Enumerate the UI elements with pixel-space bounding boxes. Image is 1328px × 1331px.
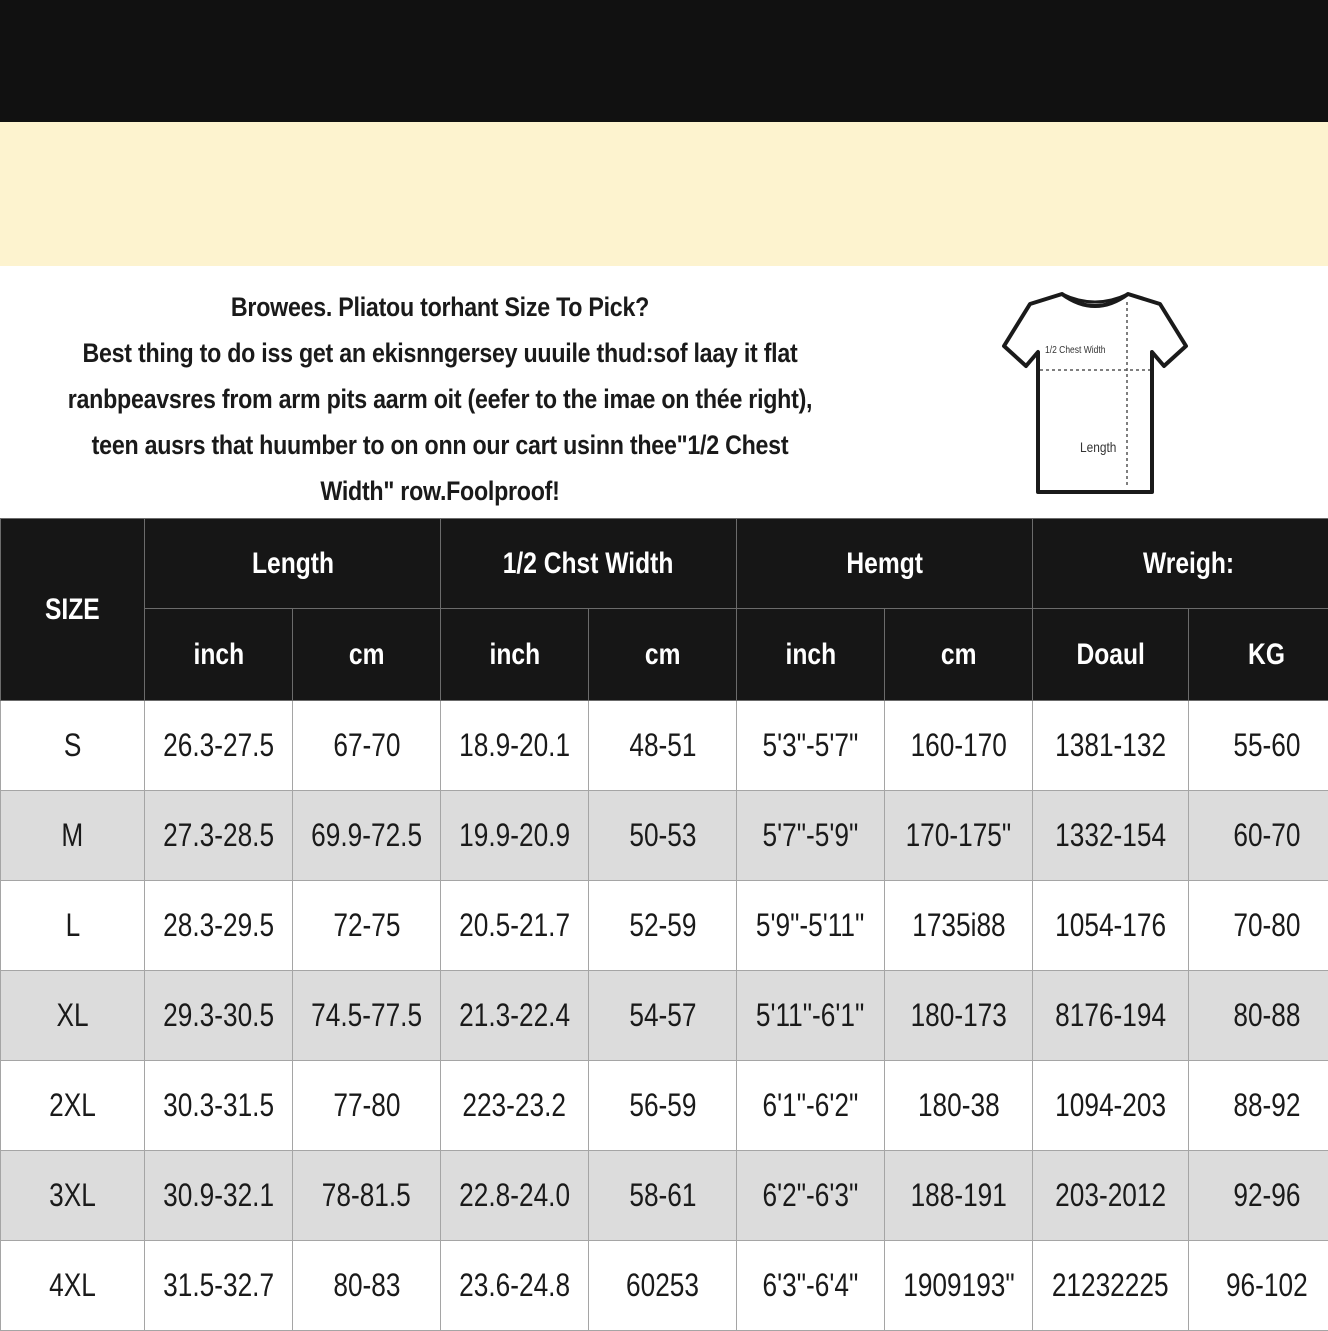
unit-header: KG [1189,609,1328,701]
size-cell: 3XL [1,1151,145,1241]
table-cell: 188-191 [885,1151,1033,1241]
unit-header: inch [737,609,885,701]
table-cell: 92-96 [1189,1151,1328,1241]
size-table [0,518,1328,1331]
size-cell: 4XL [1,1241,145,1331]
table-cell: 160-170 [885,701,1033,791]
group-header-chest-width: 1/2 Chst Width [441,519,737,609]
table-cell: 20.5-21.7 [441,881,589,971]
size-cell: S [1,701,145,791]
table-cell: 27.3-28.5 [145,791,293,881]
table-cell: 1381-132 [1033,701,1189,791]
intro-text [62,284,819,514]
intro-line: teen ausrs that huumber to on onn our cart usinn thee"1/2 Chest [62,422,819,468]
table-cell: 52-59 [589,881,737,971]
table-cell: 60253 [589,1241,737,1331]
table-cell: 30.9-32.1 [145,1151,293,1241]
group-header-weight: Wreigh: [1033,519,1328,609]
table-cell: 58-61 [589,1151,737,1241]
unit-header: inch [145,609,293,701]
table-cell: 80-88 [1189,971,1328,1061]
table-row [1,791,1328,881]
table-cell: 67-70 [293,701,441,791]
table-cell: 1054-176 [1033,881,1189,971]
table-cell: 223-23.2 [441,1061,589,1151]
unit-header: inch [441,609,589,701]
table-cell: 1735i88 [885,881,1033,971]
table-row [1,881,1328,971]
intro-line: ranbpeavsres from arm pits aarm oit (eefer to the imae on thée right), [62,376,819,422]
table-cell: 18.9-20.1 [441,701,589,791]
table-cell: 31.5-32.7 [145,1241,293,1331]
table-cell: 96-102 [1189,1241,1328,1331]
table-cell: 5'9"-5'11" [737,881,885,971]
table-row [1,971,1328,1061]
table-cell: 88-92 [1189,1061,1328,1151]
table-cell: 21.3-22.4 [441,971,589,1061]
table-cell: 74.5-77.5 [293,971,441,1061]
size-cell: L [1,881,145,971]
table-row [1,1061,1328,1151]
table-cell: 5'3"-5'7" [737,701,885,791]
table-cell: 5'11"-6'1" [737,971,885,1061]
cream-banner [0,122,1328,266]
table-row [1,701,1328,791]
table-cell: 203-2012 [1033,1151,1189,1241]
table-cell: 1909193" [885,1241,1033,1331]
table-cell: 29.3-30.5 [145,971,293,1061]
table-cell: 55-60 [1189,701,1328,791]
table-cell: 80-83 [293,1241,441,1331]
intro-line: Width" row.Foolproof! [62,468,819,514]
tshirt-outline-icon [1000,288,1190,498]
size-cell: M [1,791,145,881]
top-banner [0,0,1328,122]
table-cell: 26.3-27.5 [145,701,293,791]
table-cell: 6'2"-6'3" [737,1151,885,1241]
table-cell: 30.3-31.5 [145,1061,293,1151]
table-cell: 56-59 [589,1061,737,1151]
unit-header: cm [293,609,441,701]
table-cell: 72-75 [293,881,441,971]
table-cell: 60-70 [1189,791,1328,881]
table-row [1,1241,1328,1331]
table-cell: 5'7"-5'9" [737,791,885,881]
table-cell: 19.9-20.9 [441,791,589,881]
table-cell: 170-175" [885,791,1033,881]
table-group-header-row [1,519,1328,609]
unit-header: Doaul [1033,609,1189,701]
size-cell: 2XL [1,1061,145,1151]
table-cell: 1332-154 [1033,791,1189,881]
size-column-header: SIZE [1,519,145,701]
intro-section [0,266,1328,518]
table-unit-header-row [1,609,1328,701]
table-cell: 1094-203 [1033,1061,1189,1151]
table-cell: 180-38 [885,1061,1033,1151]
table-cell: 22.8-24.0 [441,1151,589,1241]
table-cell: 48-51 [589,701,737,791]
table-cell: 50-53 [589,791,737,881]
table-cell: 6'3"-6'4" [737,1241,885,1331]
table-cell: 69.9-72.5 [293,791,441,881]
table-cell: 70-80 [1189,881,1328,971]
intro-line: Browees. Pliatou torhant Size To Pick? [62,284,819,330]
size-table-body [1,701,1328,1331]
group-header-length: Length [145,519,441,609]
table-cell: 54-57 [589,971,737,1061]
table-row [1,1151,1328,1241]
table-cell: 77-80 [293,1061,441,1151]
intro-line: Best thing to do iss get an ekisnngersey uuuile thud:sof laay it flat [62,330,819,376]
unit-header: cm [885,609,1033,701]
group-header-height: Hemgt [737,519,1033,609]
table-cell: 28.3-29.5 [145,881,293,971]
length-label: Length [1080,439,1116,455]
table-cell: 21232225 [1033,1241,1189,1331]
table-cell: 180-173 [885,971,1033,1061]
table-cell: 78-81.5 [293,1151,441,1241]
unit-header: cm [589,609,737,701]
table-cell: 23.6-24.8 [441,1241,589,1331]
chest-width-label: 1/2 Chest Width [1045,345,1105,356]
size-cell: XL [1,971,145,1061]
table-cell: 8176-194 [1033,971,1189,1061]
table-cell: 6'1"-6'2" [737,1061,885,1151]
